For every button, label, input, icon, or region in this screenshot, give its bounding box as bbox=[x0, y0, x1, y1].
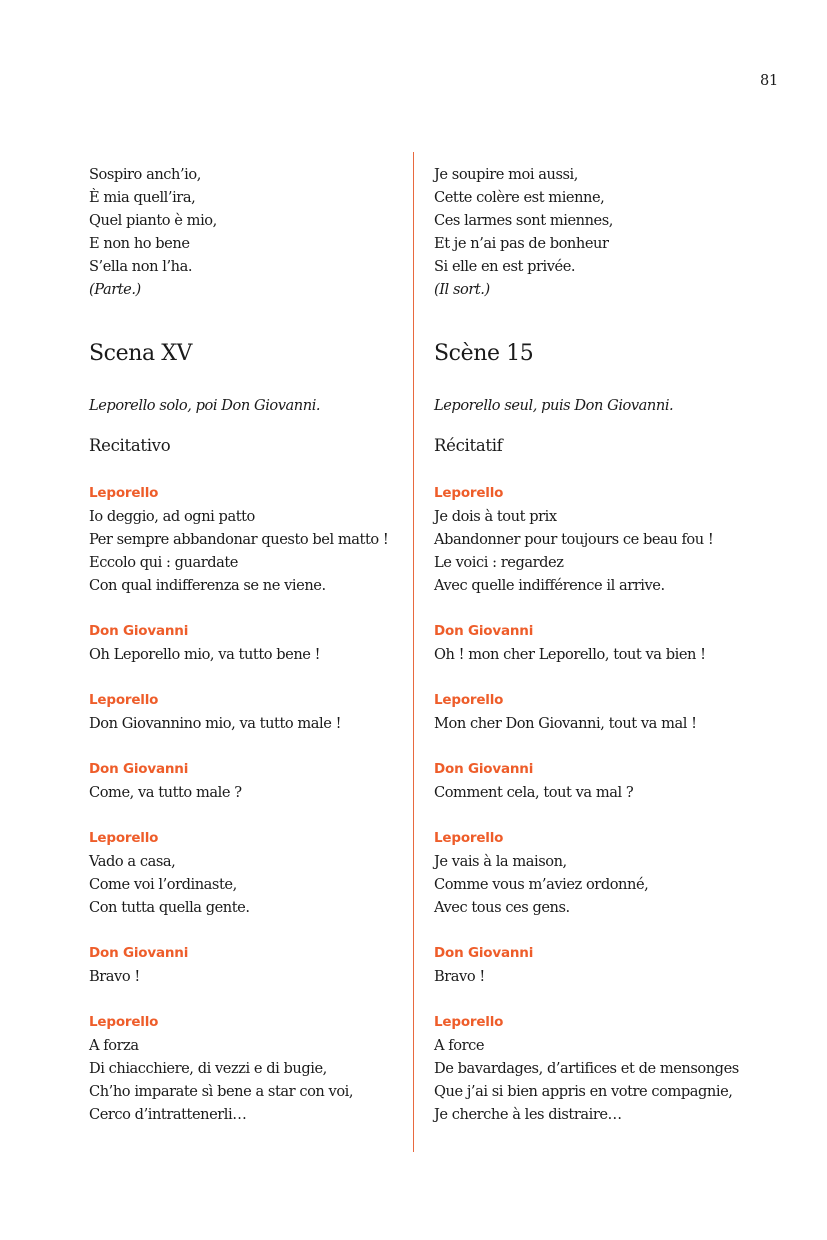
speaker-name: Don Giovanni bbox=[434, 761, 534, 777]
scene-title: Scène 15 bbox=[434, 341, 534, 366]
speaker-name: Leporello bbox=[434, 1014, 504, 1030]
dialogue-block bbox=[89, 1011, 409, 1126]
speaker-name: Don Giovanni bbox=[89, 945, 189, 961]
dialogue-block bbox=[434, 942, 794, 988]
french-column bbox=[434, 163, 794, 1126]
speaker-name: Don Giovanni bbox=[89, 623, 189, 639]
speaker-name: Don Giovanni bbox=[434, 623, 534, 639]
intro-verses bbox=[434, 163, 794, 301]
dialogue bbox=[434, 482, 794, 1126]
section-label: Récitatif bbox=[434, 436, 503, 455]
dialogue-block bbox=[89, 482, 409, 597]
speaker-name: Leporello bbox=[434, 485, 504, 501]
stage-direction: (Parte.) bbox=[89, 281, 141, 298]
speaker-name: Leporello bbox=[434, 692, 504, 708]
dialogue-line: Avec quelle indifférence il arrive. bbox=[434, 577, 665, 594]
dialogue-line: A force bbox=[434, 1037, 485, 1054]
dialogue-line: Don Giovannino mio, va tutto male ! bbox=[89, 715, 342, 732]
dialogue-line: Je dois à tout prix bbox=[434, 508, 557, 525]
dialogue-line: Oh ! mon cher Leporello, tout va bien ! bbox=[434, 646, 706, 663]
dialogue-line: Avec tous ces gens. bbox=[434, 899, 570, 916]
verse-line: E non ho bene bbox=[89, 235, 190, 252]
dialogue-block bbox=[89, 827, 409, 919]
dialogue-line: Que j’ai si bien appris en votre compagnie, bbox=[434, 1083, 733, 1100]
dialogue-block bbox=[89, 689, 409, 735]
dialogue-line: Eccolo qui : guardate bbox=[89, 554, 238, 571]
dialogue-block bbox=[434, 1011, 794, 1126]
dialogue-line: Mon cher Don Giovanni, tout va mal ! bbox=[434, 715, 697, 732]
dialogue-line: Comment cela, tout va mal ? bbox=[434, 784, 634, 801]
speaker-name: Leporello bbox=[89, 830, 159, 846]
verse-line: Cette colère est mienne, bbox=[434, 189, 605, 206]
dialogue-line: Je vais à la maison, bbox=[434, 853, 567, 870]
dialogue-block bbox=[89, 942, 409, 988]
page-number: 81 bbox=[759, 73, 778, 89]
dialogue-line: Con tutta quella gente. bbox=[89, 899, 250, 916]
dialogue-line: Le voici : regardez bbox=[434, 554, 564, 571]
dialogue-line: Bravo ! bbox=[89, 968, 140, 985]
verse-line: Quel pianto è mio, bbox=[89, 212, 217, 229]
dialogue-line: De bavardages, d’artifices et de mensonges bbox=[434, 1060, 739, 1077]
dialogue-block bbox=[89, 620, 409, 666]
dialogue-line: Je cherche à les distraire… bbox=[434, 1106, 622, 1123]
scene-description: Leporello solo, poi Don Giovanni. bbox=[89, 397, 321, 414]
dialogue-line: Oh Leporello mio, va tutto bene ! bbox=[89, 646, 321, 663]
speaker-name: Don Giovanni bbox=[89, 761, 189, 777]
scene-title: Scena XV bbox=[89, 341, 193, 366]
intro-verses bbox=[89, 163, 409, 301]
scene-description: Leporello seul, puis Don Giovanni. bbox=[434, 397, 674, 414]
dialogue-block bbox=[434, 482, 794, 597]
stage-direction: (Il sort.) bbox=[434, 281, 490, 298]
verse-line: È mia quell’ira, bbox=[89, 189, 196, 206]
speaker-name: Leporello bbox=[89, 1014, 159, 1030]
verse-line: Si elle en est privée. bbox=[434, 258, 576, 275]
verse-line: Ces larmes sont miennes, bbox=[434, 212, 613, 229]
speaker-name: Leporello bbox=[89, 692, 159, 708]
dialogue-block bbox=[434, 758, 794, 804]
dialogue-block bbox=[89, 758, 409, 804]
dialogue-line: Cerco d’intrattenerli… bbox=[89, 1106, 247, 1123]
verse-line: Je soupire moi aussi, bbox=[434, 166, 578, 183]
speaker-name: Leporello bbox=[89, 485, 159, 501]
dialogue-block bbox=[434, 827, 794, 919]
dialogue-line: A forza bbox=[89, 1037, 139, 1054]
dialogue-line: Io deggio, ad ogni patto bbox=[89, 508, 255, 525]
verse-line: S’ella non l’ha. bbox=[89, 258, 193, 275]
dialogue-line: Vado a casa, bbox=[89, 853, 176, 870]
dialogue-line: Comme vous m’aviez ordonné, bbox=[434, 876, 649, 893]
dialogue-line: Ch’ho imparate sì bene a star con voi, bbox=[89, 1083, 354, 1100]
dialogue-line: Abandonner pour toujours ce beau fou ! bbox=[434, 531, 714, 548]
italian-column bbox=[89, 163, 409, 1126]
dialogue-line: Come voi l’ordinaste, bbox=[89, 876, 237, 893]
dialogue-line: Per sempre abbandonar questo bel matto ! bbox=[89, 531, 389, 548]
verse-line: Sospiro anch’io, bbox=[89, 166, 201, 183]
speaker-name: Don Giovanni bbox=[434, 945, 534, 961]
dialogue-block bbox=[434, 620, 794, 666]
verse-line: Et je n’ai pas de bonheur bbox=[434, 235, 609, 252]
dialogue-block bbox=[434, 689, 794, 735]
dialogue-line: Bravo ! bbox=[434, 968, 485, 985]
dialogue-line: Di chiacchiere, di vezzi e di bugie, bbox=[89, 1060, 327, 1077]
section-label: Recitativo bbox=[89, 436, 171, 455]
speaker-name: Leporello bbox=[434, 830, 504, 846]
dialogue bbox=[89, 482, 409, 1126]
dialogue-line: Come, va tutto male ? bbox=[89, 784, 242, 801]
dialogue-line: Con qual indifferenza se ne viene. bbox=[89, 577, 326, 594]
column-divider bbox=[413, 152, 414, 1152]
